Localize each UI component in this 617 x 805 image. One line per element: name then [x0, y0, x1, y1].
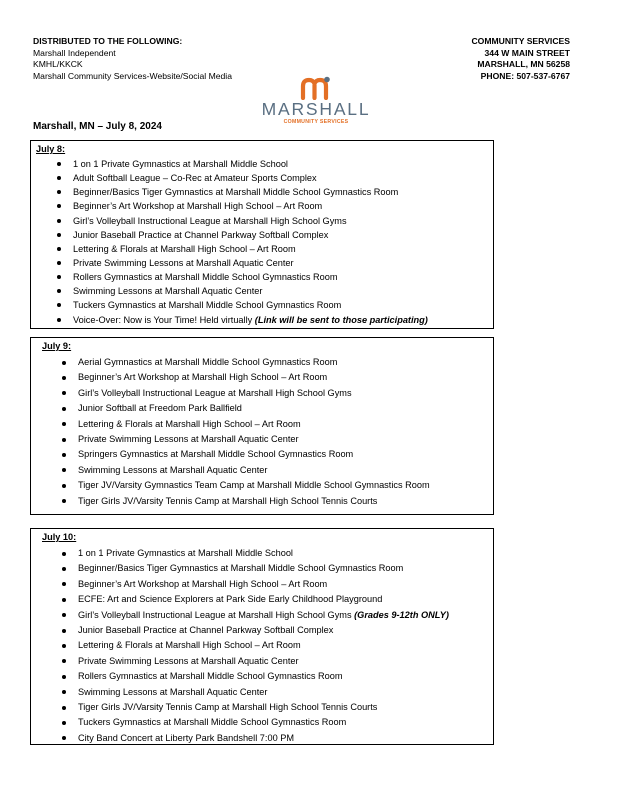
list-item: Adult Softball League – Co-Rec at Amateur Sports Complex — [73, 171, 428, 185]
marshall-logo — [260, 76, 372, 130]
list-item: 1 on 1 Private Gymnastics at Marshall Middle School — [73, 157, 428, 171]
list-item: Beginner’s Art Workshop at Marshall High School – Art Room — [78, 577, 449, 592]
list-item: Beginner/Basics Tiger Gymnastics at Marshall Middle School Gymnastics Room — [78, 561, 449, 576]
item-note: (Grades 9-12th ONLY) — [354, 609, 449, 620]
day-title: July 8: — [36, 144, 66, 154]
list-item: Springers Gymnastics at Marshall Middle School Gymnastics Room — [78, 447, 430, 462]
list-item: Lettering & Florals at Marshall High School – Art Room — [73, 242, 428, 256]
list-item: Beginner/Basics Tiger Gymnastics at Marshall Middle School Gymnastics Room — [73, 185, 428, 199]
recipient: Marshall Community Services-Website/Social Media — [33, 70, 232, 81]
day-title: July 10: — [42, 532, 77, 542]
item-text: Girl’s Volleyball Instructional League at Marshall High School Gyms — [78, 609, 355, 620]
activity-list — [78, 546, 449, 746]
contact-city: MARSHALL, MN 56258 — [477, 59, 570, 69]
list-item: Tuckers Gymnastics at Marshall Middle School Gymnastics Room — [73, 298, 428, 312]
contact-block — [471, 36, 570, 82]
recipient: Marshall Independent — [33, 47, 116, 58]
item-text: Voice-Over: Now is Your Time! Held virtually — [73, 314, 255, 325]
contact-phone: PHONE: 507-537-6767 — [480, 70, 570, 81]
logo-mark-icon — [300, 76, 330, 100]
list-item: Girl’s Volleyball Instructional League at Marshall High School Gyms — [78, 386, 430, 401]
day-title: July 9: — [42, 341, 72, 351]
distribution-heading: DISTRIBUTED TO THE FOLLOWING: — [33, 36, 183, 46]
day-box-july-9 — [30, 337, 494, 515]
logo-tagline: COMMUNITY SERVICES — [283, 119, 349, 125]
list-item: Swimming Lessons at Marshall Aquatic Center — [78, 463, 430, 478]
list-item: Junior Baseball Practice at Channel Parkway Softball Complex — [78, 623, 449, 638]
list-item — [78, 608, 449, 623]
list-item: Junior Softball at Freedom Park Ballfield — [78, 401, 430, 416]
logo-wordmark: MARSHALL — [261, 99, 371, 119]
list-item: Private Swimming Lessons at Marshall Aquatic Center — [73, 256, 428, 270]
contact-name: COMMUNITY SERVICES — [471, 36, 570, 46]
list-item: Tiger Girls JV/Varsity Tennis Camp at Marshall High School Tennis Courts — [78, 494, 430, 509]
list-item: Junior Baseball Practice at Channel Parkway Softball Complex — [73, 228, 428, 242]
list-item: 1 on 1 Private Gymnastics at Marshall Middle School — [78, 546, 449, 561]
list-item: Beginner’s Art Workshop at Marshall High School – Art Room — [78, 370, 430, 385]
list-item: Girl’s Volleyball Instructional League at Marshall High School Gyms — [73, 214, 428, 228]
list-item: City Band Concert at Liberty Park Bandshell 7:00 PM — [78, 731, 449, 746]
list-item: Tiger Girls JV/Varsity Tennis Camp at Marshall High School Tennis Courts — [78, 700, 449, 715]
list-item: ECFE: Art and Science Explorers at Park Side Early Childhood Playground — [78, 592, 449, 607]
distribution-block — [33, 36, 232, 82]
list-item: Lettering & Florals at Marshall High School – Art Room — [78, 417, 430, 432]
list-item: Lettering & Florals at Marshall High School – Art Room — [78, 638, 449, 653]
list-item: Tuckers Gymnastics at Marshall Middle School Gymnastics Room — [78, 715, 449, 730]
list-item: Tiger JV/Varsity Gymnastics Team Camp at Marshall Middle School Gymnastics Room — [78, 478, 430, 493]
day-box-july-8 — [30, 140, 494, 329]
list-item: Swimming Lessons at Marshall Aquatic Center — [78, 685, 449, 700]
recipient: KMHL/KKCK — [33, 59, 83, 69]
list-item: Private Swimming Lessons at Marshall Aquatic Center — [78, 432, 430, 447]
activity-list — [73, 157, 428, 327]
contact-street: 344 W MAIN STREET — [484, 47, 570, 58]
list-item: Aerial Gymnastics at Marshall Middle School Gymnastics Room — [78, 355, 430, 370]
list-item — [73, 313, 428, 327]
day-box-july-10 — [30, 528, 494, 745]
list-item: Rollers Gymnastics at Marshall Middle School Gymnastics Room — [78, 669, 449, 684]
list-item: Swimming Lessons at Marshall Aquatic Center — [73, 284, 428, 298]
dateline: Marshall, MN – July 8, 2024 — [33, 121, 162, 132]
list-item: Rollers Gymnastics at Marshall Middle School Gymnastics Room — [73, 270, 428, 284]
list-item: Private Swimming Lessons at Marshall Aquatic Center — [78, 654, 449, 669]
activity-list — [78, 355, 430, 509]
item-note: (Link will be sent to those participating) — [254, 314, 428, 325]
list-item: Beginner’s Art Workshop at Marshall High School – Art Room — [73, 199, 428, 213]
